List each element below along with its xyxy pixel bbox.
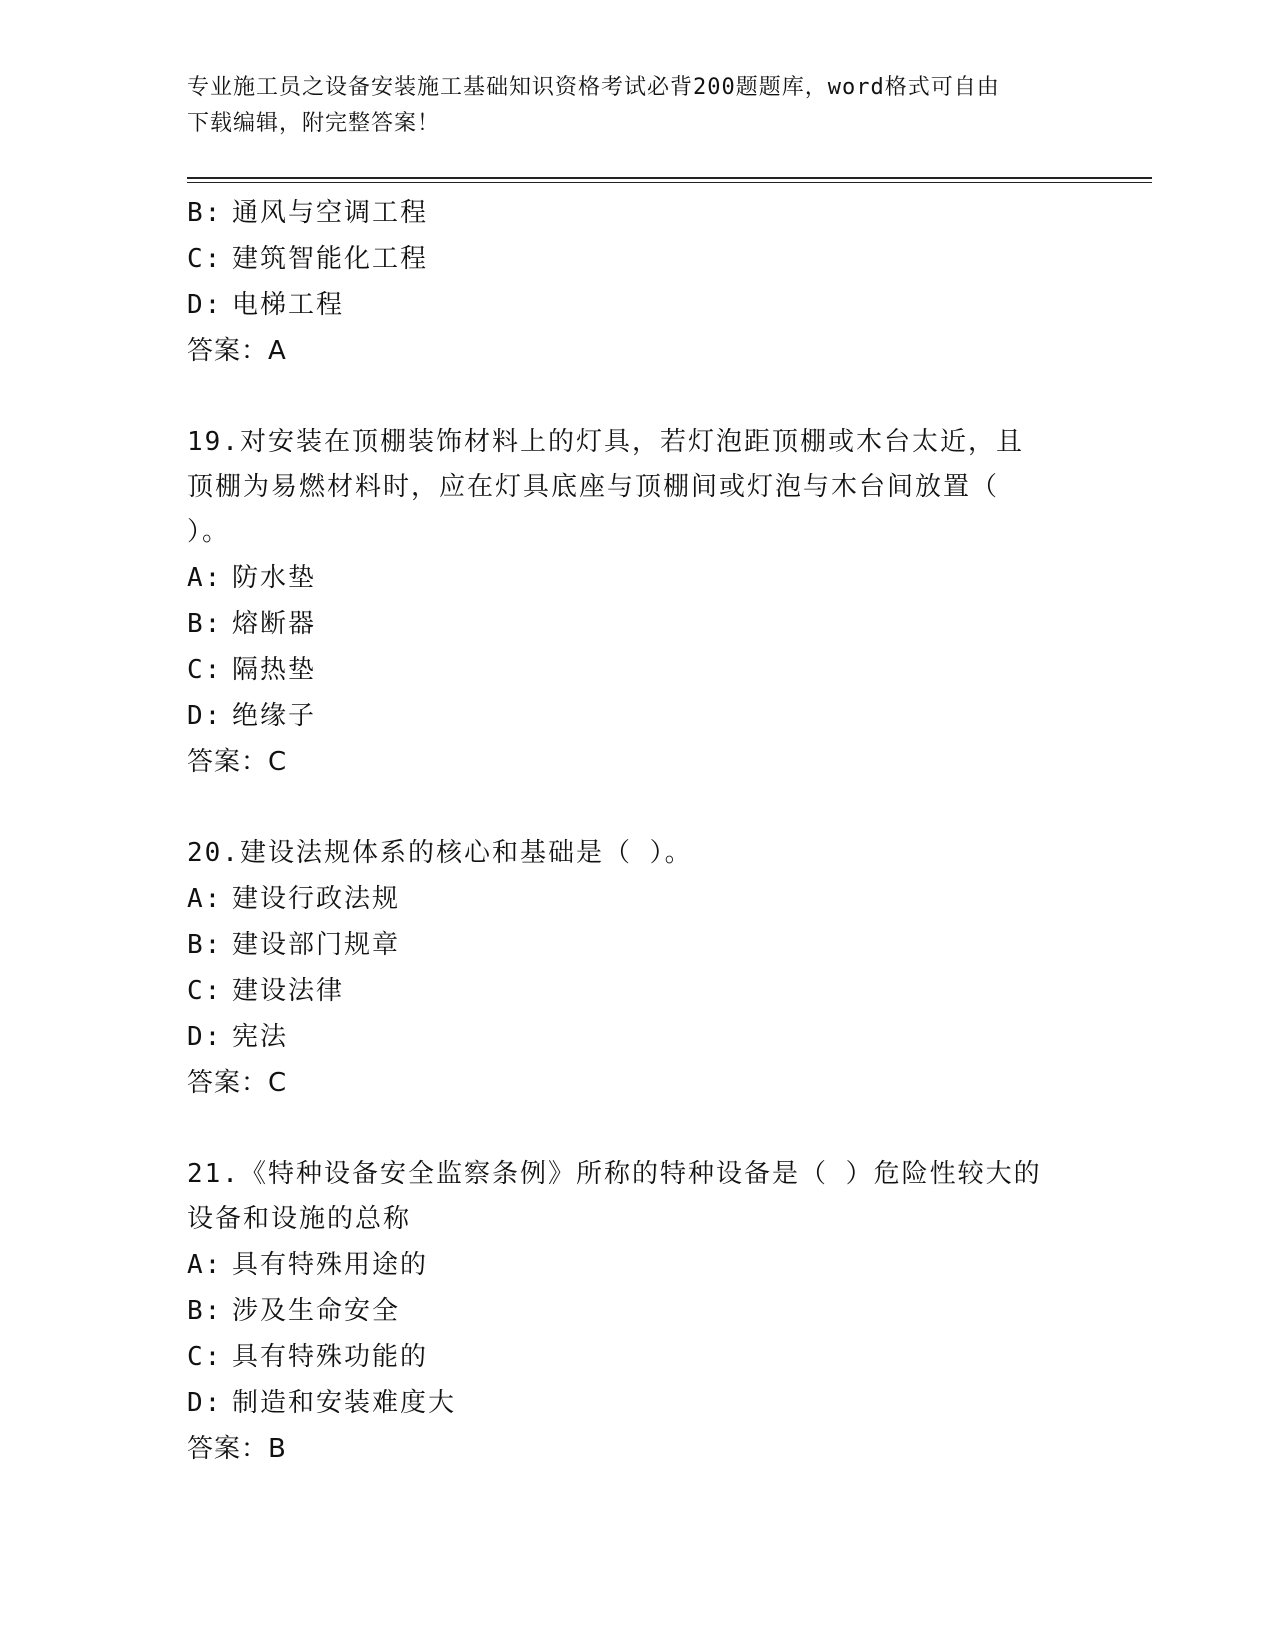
option-label: D: <box>187 1022 223 1052</box>
option-label: A: <box>187 884 223 914</box>
option-text: 建设行政法规 <box>232 884 401 914</box>
option-d <box>187 693 1087 739</box>
document-header <box>187 70 1067 142</box>
question-list <box>187 190 1087 1472</box>
option-text: 制造和安装难度大 <box>232 1388 457 1418</box>
option-a <box>187 555 1087 601</box>
option-text: 具有特殊用途的 <box>232 1250 429 1280</box>
option-c <box>187 1334 1087 1380</box>
option-b <box>187 922 1087 968</box>
option-text: 电梯工程 <box>232 290 345 320</box>
option-label: C: <box>187 244 223 274</box>
option-label: C: <box>187 655 223 685</box>
question-text: 21.《特种设备安全监察条例》所称的特种设备是（ ）危险性较大的设备和设施的总称 <box>187 1159 1042 1234</box>
header-divider-thin <box>187 182 1152 183</box>
option-text: 涉及生命安全 <box>232 1296 401 1326</box>
option-text: 防水垫 <box>232 563 317 593</box>
header-title-line-2: 下载编辑，附完整答案！ <box>187 111 441 136</box>
option-text: 建筑智能化工程 <box>232 244 429 274</box>
option-a <box>187 1242 1087 1288</box>
option-label: B: <box>187 609 223 639</box>
option-label: D: <box>187 1388 223 1418</box>
answer: 答案：C <box>187 1068 288 1098</box>
option-c <box>187 647 1087 693</box>
spacer <box>187 1106 1087 1152</box>
option-b <box>187 190 1087 236</box>
option-label: A: <box>187 563 223 593</box>
option-c <box>187 968 1087 1014</box>
option-label: B: <box>187 930 223 960</box>
question-20 <box>187 831 1087 1106</box>
question-18-tail <box>187 190 1087 374</box>
option-b <box>187 1288 1087 1334</box>
option-label: C: <box>187 1342 223 1372</box>
option-text: 绝缘子 <box>232 701 317 731</box>
option-text: 宪法 <box>232 1022 289 1052</box>
option-text: 熔断器 <box>232 609 317 639</box>
option-d <box>187 1014 1087 1060</box>
question-21 <box>187 1152 1087 1472</box>
option-label: D: <box>187 701 223 731</box>
header-divider-thick <box>187 177 1152 179</box>
option-d <box>187 282 1087 328</box>
option-text: 具有特殊功能的 <box>232 1342 429 1372</box>
answer: 答案：A <box>187 336 287 366</box>
option-text: 通风与空调工程 <box>232 198 429 228</box>
option-d <box>187 1380 1087 1426</box>
spacer <box>187 785 1087 831</box>
option-label: D: <box>187 290 223 320</box>
option-text: 隔热垫 <box>232 655 317 685</box>
answer: 答案：B <box>187 1434 287 1464</box>
option-label: A: <box>187 1250 223 1280</box>
header-title-line-1: 专业施工员之设备安装施工基础知识资格考试必背200题题库，word格式可自由 <box>187 75 1000 100</box>
option-label: B: <box>187 198 223 228</box>
question-text: 19.对安装在顶棚装饰材料上的灯具，若灯泡距顶棚或木台太近，且顶棚为易燃材料时，应在灯具底座与顶棚间或灯泡与木台间放置（ ）。 <box>187 427 1024 547</box>
spacer <box>187 374 1087 420</box>
option-label: B: <box>187 1296 223 1326</box>
option-b <box>187 601 1087 647</box>
option-a <box>187 876 1087 922</box>
question-text: 20.建设法规体系的核心和基础是（ ）。 <box>187 838 693 868</box>
option-label: C: <box>187 976 223 1006</box>
option-text: 建设法律 <box>232 976 345 1006</box>
option-text: 建设部门规章 <box>232 930 401 960</box>
answer: 答案：C <box>187 747 288 777</box>
question-19 <box>187 420 1087 785</box>
option-c <box>187 236 1087 282</box>
